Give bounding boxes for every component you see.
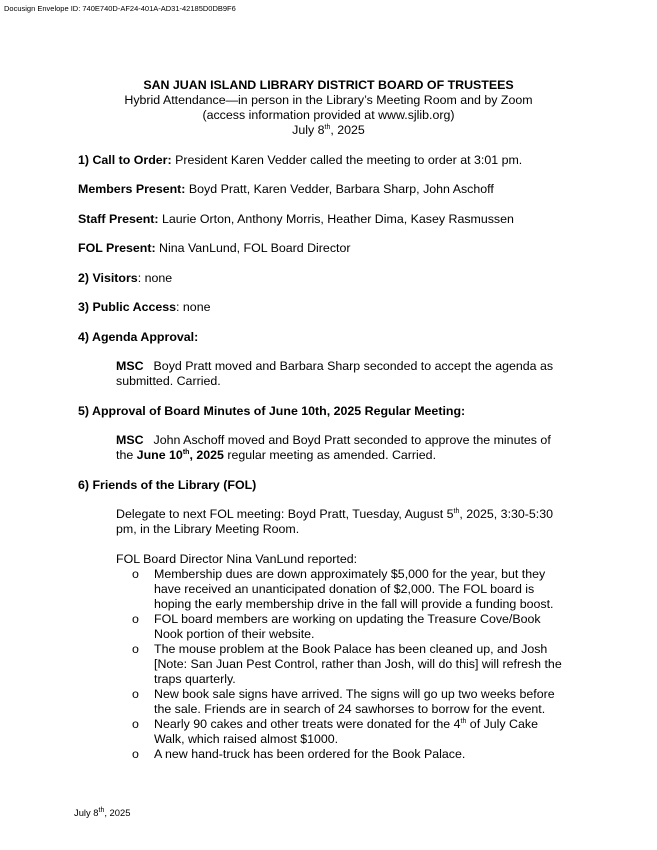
members-present: Members Present: Boyd Pratt, Karen Vedder, Barbara Sharp, John Aschoff — [78, 182, 494, 196]
bullet-icon: o — [132, 567, 139, 581]
meeting-date: July 8th, 2025 — [292, 123, 365, 137]
bullet-icon: o — [132, 687, 139, 701]
bullet-icon: o — [132, 612, 139, 626]
access-info-line: (access information provided at www.sjlib.org) — [202, 108, 455, 122]
call-to-order: 1) Call to Order: President Karen Vedder called the meeting to order at 3:01 pm. — [78, 153, 523, 167]
fol-delegate: Delegate to next FOL meeting: Boyd Pratt, Tuesday, August 5th, 2025, 3:30-5:30 pm, in the Library Meeting Room. — [116, 507, 554, 536]
document-header — [0, 78, 657, 138]
bullet-icon: o — [132, 642, 139, 656]
staff-present: Staff Present: Laurie Orton, Anthony Morris, Heather Dima, Kasey Rasmussen — [78, 212, 514, 226]
bullet-icon: o — [132, 717, 139, 731]
board-title: SAN JUAN ISLAND LIBRARY DISTRICT BOARD OF TRUSTEES — [143, 78, 514, 92]
minutes-motion: MSC John Aschoff moved and Boyd Pratt seconded to approve the minutes of the June 10th, 2025 regular meeting as amended. Carried. — [116, 433, 551, 462]
fol-heading: 6) Friends of the Library (FOL) — [78, 478, 257, 492]
visitors: 2) Visitors: none — [78, 271, 173, 285]
agenda-motion: MSC Boyd Pratt moved and Barbara Sharp seconded to accept the agenda as submitted. Carried. — [116, 359, 554, 388]
fol-present: FOL Present: Nina VanLund, FOL Board Director — [78, 241, 351, 255]
public-access: 3) Public Access: none — [78, 300, 211, 314]
agenda-approval-heading: 4) Agenda Approval: — [78, 330, 199, 344]
msc-label: MSC — [116, 359, 144, 373]
footer-date: July 8th, 2025 — [74, 806, 131, 818]
docusign-envelope-id: Docusign Envelope ID: 740E740D-AF24-401A-AD31-42185D0DB9F6 — [4, 4, 236, 13]
fol-reported-intro: FOL Board Director Nina VanLund reported: — [116, 552, 358, 566]
minutes-approval-heading: 5) Approval of Board Minutes of June 10th, 2025 Regular Meeting: — [78, 404, 466, 418]
bullet-icon: o — [132, 747, 139, 761]
msc-label: MSC — [116, 433, 144, 447]
attendance-line: Hybrid Attendance—in person in the Library’s Meeting Room and by Zoom — [124, 93, 533, 107]
